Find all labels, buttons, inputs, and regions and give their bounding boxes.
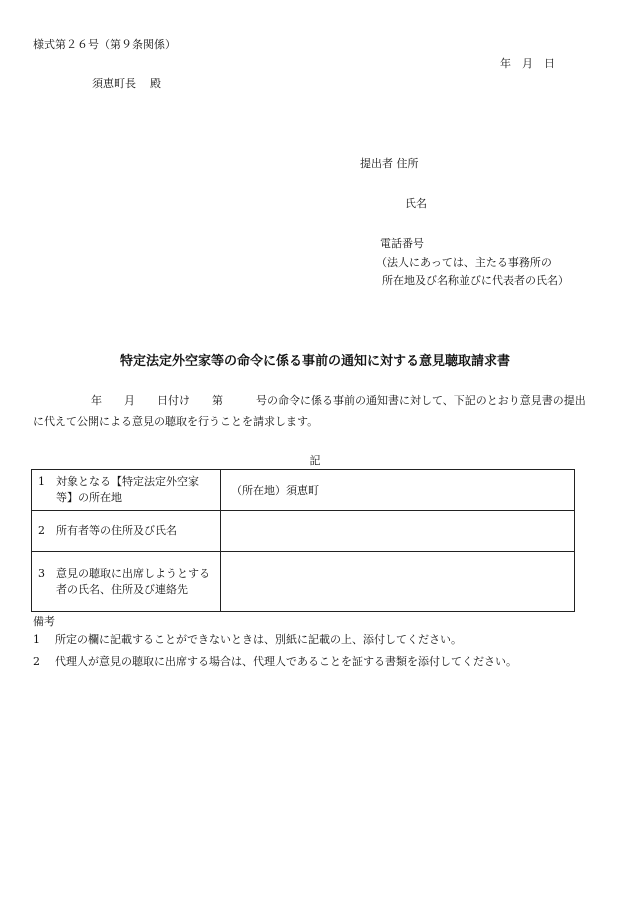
row-number: 3 bbox=[38, 566, 45, 580]
remark-text: 所定の欄に記載することができないときは、別紙に記載の上、添付してください。 bbox=[55, 633, 462, 646]
remark-number: 1 bbox=[33, 633, 40, 646]
remark-text: 代理人が意見の聴取に出席する場合は、代理人であることを証する書類を添付してください。 bbox=[55, 655, 517, 668]
row-label-cell bbox=[32, 511, 221, 552]
addressee bbox=[92, 75, 161, 91]
row-label-cell bbox=[32, 470, 221, 511]
row-label: 対象となる【特定法定外空家等】の所在地 bbox=[56, 475, 199, 504]
request-items-table bbox=[31, 469, 575, 612]
ki-marker: 記 bbox=[309, 454, 321, 467]
table-row bbox=[32, 470, 575, 511]
corporation-note-line1: （法人にあっては、主たる事務所の bbox=[376, 256, 552, 269]
row-label: 意見の聴取に出席しようとする者の氏名、住所及び連絡先 bbox=[56, 566, 210, 596]
form-number: 様式第２６号（第９条関係） bbox=[33, 38, 176, 51]
remark-item bbox=[33, 655, 517, 669]
remarks-title: 備考 bbox=[33, 615, 55, 628]
remark-number: 2 bbox=[33, 655, 40, 668]
owner-field[interactable] bbox=[221, 511, 575, 552]
corporation-note bbox=[376, 254, 606, 290]
corporation-note-line2: 所在地及び名称並びに代表者の氏名） bbox=[382, 274, 569, 287]
submitter-phone-label: 電話番号 bbox=[380, 237, 424, 250]
remark-item bbox=[33, 633, 462, 647]
row-number: 2 bbox=[38, 524, 45, 537]
request-body: 年 月 日付け 第 号の命令に係る事前の通知書に対して、下記のとおり意見書の提出に代えて公開による意見の聴取を行うことを請求します。 bbox=[33, 394, 586, 428]
submitter-name-label: 氏名 bbox=[405, 197, 427, 210]
submitter-address-label: 提出者 住所 bbox=[360, 157, 419, 170]
document-title: 特定法定外空家等の命令に係る事前の通知に対する意見聴取請求書 bbox=[119, 354, 510, 369]
addressee-title: 須恵町長 bbox=[92, 77, 136, 90]
table-row bbox=[32, 511, 575, 552]
date-line: 年 月 日 bbox=[500, 57, 555, 70]
row-label-cell bbox=[32, 552, 221, 612]
row-number: 1 bbox=[38, 475, 45, 488]
row-label: 所有者等の住所及び氏名 bbox=[56, 524, 177, 537]
addressee-honorific: 殿 bbox=[150, 77, 161, 90]
attendee-field[interactable] bbox=[221, 552, 575, 612]
location-field[interactable]: （所在地）須恵町 bbox=[221, 470, 575, 511]
table-row bbox=[32, 552, 575, 612]
